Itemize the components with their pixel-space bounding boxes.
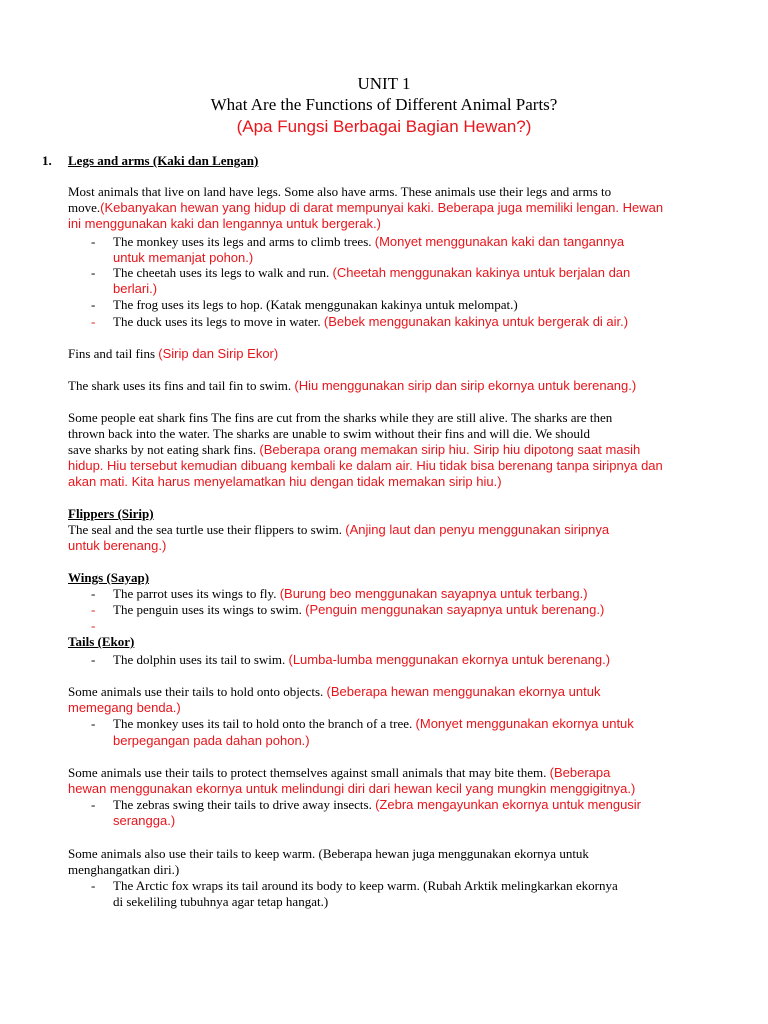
bullet-marker: - (91, 716, 96, 731)
fins-paragraph-line: save sharks by not eating shark fins. (Beberapa orang memakan sirip hiu. Sirip hiu dipotong saat masih (68, 442, 641, 457)
section-number: 1. (42, 153, 52, 168)
list-item: The cheetah uses its legs to walk and run. (Cheetah menggunakan kakinya untuk berjalan dan (113, 265, 631, 280)
list-item-cont: berlari.) (113, 281, 158, 296)
flippers-sentence-cont: untuk berenang.) (68, 538, 167, 553)
fins-heading: Fins and tail fins (Sirip dan Sirip Ekor) (68, 346, 279, 361)
bullet-marker: - (91, 314, 96, 329)
fins-paragraph-line: Some people eat shark fins The fins are cut from the sharks while they are still alive. The sharks are then (68, 410, 613, 425)
bullet-marker: - (91, 878, 96, 893)
list-item: The penguin uses its wings to swim. (Penguin menggunakan sayapnya untuk berenang.) (113, 602, 605, 617)
list-item: The monkey uses its tail to hold onto the branch of a tree. (Monyet menggunakan ekornya untuk (113, 716, 634, 731)
page-title-translation: (Apa Fungsi Berbagai Bagian Hewan?) (236, 117, 532, 136)
section-heading-tails: Tails (Ekor) (68, 634, 135, 649)
list-item: The frog uses its legs to hop. (Katak menggunakan kakinya untuk melompat.) (113, 297, 518, 312)
bullet-marker: - (91, 234, 96, 249)
tails-paragraph-line: Some animals use their tails to protect themselves against small animals that may bite them. (Beberapa (68, 765, 611, 780)
unit-label: UNIT 1 (357, 74, 411, 93)
section-heading-wings: Wings (Sayap) (68, 570, 150, 585)
list-item: The zebras swing their tails to drive away insects. (Zebra mengayunkan ekornya untuk mengusir (113, 797, 642, 812)
bullet-marker: - (91, 652, 96, 667)
page-title: What Are the Functions of Different Animal Parts? (210, 95, 558, 114)
list-item: The duck uses its legs to move in water. (Bebek menggunakan kakinya untuk bergerak di air.) (113, 314, 629, 329)
bullet-marker: - (91, 602, 96, 617)
section-heading-flippers: Flippers (Sirip) (68, 506, 154, 521)
list-item-cont: serangga.) (113, 813, 176, 828)
tails-paragraph-line: hewan menggunakan ekornya untuk melindungi diri dari hewan kecil yang mungkin menggigitnya.) (68, 781, 636, 796)
bullet-marker: - (91, 265, 96, 280)
fins-paragraph-line: akan mati. Kita harus menyelamatkan hiu dengan tidak memakan sirip hiu.) (68, 474, 502, 489)
intro-line-3: ini menggunakan kaki dan lengannya untuk bergerak.) (68, 216, 381, 231)
list-item-cont: di sekeliling tubuhnya agar tetap hangat.) (113, 894, 329, 909)
fins-paragraph-line: thrown back into the water. The sharks are unable to swim without their fins and will die. We should (68, 426, 590, 441)
list-item: The Arctic fox wraps its tail around its body to keep warm. (Rubah Arktik melingkarkan ekornya (113, 878, 618, 893)
bullet-marker: - (91, 797, 96, 812)
list-item: The monkey uses its legs and arms to climb trees. (Monyet menggunakan kaki dan tangannya (113, 234, 625, 249)
bullet-marker: - (91, 618, 96, 633)
list-item-cont: untuk memanjat pohon.) (113, 250, 254, 265)
list-item: The dolphin uses its tail to swim. (Lumba-lumba menggunakan ekornya untuk berenang.) (113, 652, 611, 667)
tails-paragraph-line: Some animals also use their tails to keep warm. (Beberapa hewan juga menggunakan ekornya untuk (68, 846, 589, 861)
list-item-cont: berpegangan pada dahan pohon.) (113, 733, 310, 748)
tails-paragraph-line: menghangatkan diri.) (68, 862, 180, 877)
fins-paragraph-line: hidup. Hiu tersebut kemudian dibuang kembali ke dalam air. Hiu tidak bisa berenang tanpa siripnya dan (68, 458, 663, 473)
bullet-marker: - (91, 297, 96, 312)
tails-paragraph-line: Some animals use their tails to hold onto objects. (Beberapa hewan menggunakan ekornya untuk (68, 684, 601, 699)
intro-line-2: move.(Kebanyakan hewan yang hidup di darat mempunyai kaki. Beberapa juga memiliki lengan. Hewan (68, 200, 664, 215)
fins-sentence: The shark uses its fins and tail fin to swim. (Hiu menggunakan sirip dan sirip ekornya untuk berenang.) (68, 378, 637, 393)
list-item: The parrot uses its wings to fly. (Burung beo menggunakan sayapnya untuk terbang.) (113, 586, 588, 601)
tails-paragraph-line: memegang benda.) (68, 700, 181, 715)
flippers-sentence: The seal and the sea turtle use their flippers to swim. (Anjing laut dan penyu menggunakan siripnya (68, 522, 610, 537)
intro-line-1: Most animals that live on land have legs. Some also have arms. These animals use their legs and arms to (68, 184, 612, 199)
bullet-marker: - (91, 586, 96, 601)
section-heading-legs: Legs and arms (Kaki dan Lengan) (68, 153, 259, 168)
